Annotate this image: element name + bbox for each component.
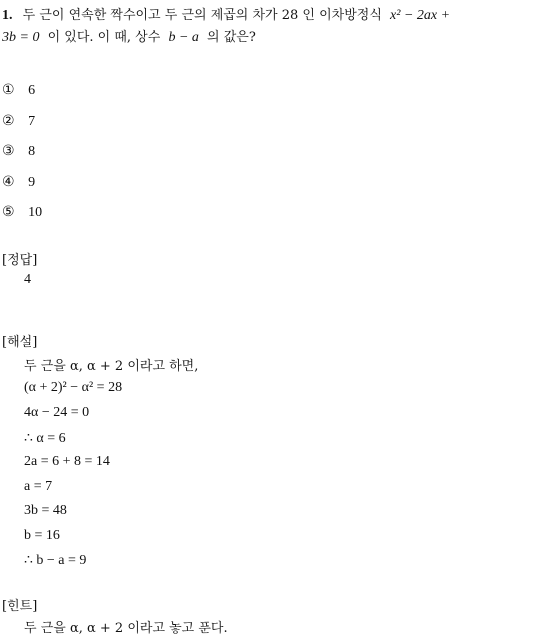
question-number: 1.	[2, 8, 13, 23]
solution-line-3: 4α − 24 = 0	[24, 405, 90, 420]
question-line-2	[2, 26, 256, 46]
question-line-1	[2, 4, 450, 24]
hint-text: 두 근을 α, α + 2 이라고 놓고 푼다.	[24, 621, 228, 636]
question-math-2: 3b = 0	[2, 30, 40, 45]
choice-value: 6	[28, 83, 36, 98]
solution-line-6: a = 7	[24, 479, 53, 494]
question-text-2: 이 있다. 이 때, 상수	[47, 30, 161, 45]
hint-label: [힌트]	[2, 599, 38, 614]
solution-label: [해설]	[2, 335, 38, 350]
choice-marker: ③	[2, 143, 15, 159]
solution-line-1: 두 근을 α, α + 2 이라고 하면,	[24, 359, 199, 374]
answer-label: [정답]	[2, 253, 38, 268]
solution-line-5: 2a = 6 + 8 = 14	[24, 454, 110, 469]
solution-line-7: 3b = 48	[24, 503, 67, 518]
solution-line-2: (α + 2)² − α² = 28	[24, 380, 123, 395]
solution-line-9: ∴ b − a = 9	[24, 553, 87, 568]
solution-line-4: ∴ α = 6	[24, 431, 66, 446]
answer-value: 4	[24, 272, 31, 287]
choice-marker: ①	[2, 82, 15, 98]
choice-value: 8	[28, 144, 36, 159]
choice-value: 10	[28, 205, 43, 220]
choice-4[interactable]	[2, 174, 35, 191]
question-math-3: b − a	[168, 30, 199, 45]
choice-3[interactable]	[2, 143, 35, 160]
question-math-1: x² − 2ax +	[390, 8, 451, 23]
choice-value: 9	[28, 175, 36, 190]
question-text-3: 의 값은?	[207, 30, 256, 45]
choice-marker: ②	[2, 113, 15, 129]
solution-line-8: b = 16	[24, 528, 60, 543]
choice-2[interactable]	[2, 113, 35, 130]
choice-marker: ⑤	[2, 204, 15, 220]
question-text-1: 두 근이 연속한 짝수이고 두 근의 제곱의 차가 28 인 이차방정식	[22, 8, 382, 23]
choice-1[interactable]	[2, 82, 35, 99]
choice-marker: ④	[2, 174, 15, 190]
choice-value: 7	[28, 114, 36, 129]
choice-5[interactable]	[2, 204, 42, 221]
